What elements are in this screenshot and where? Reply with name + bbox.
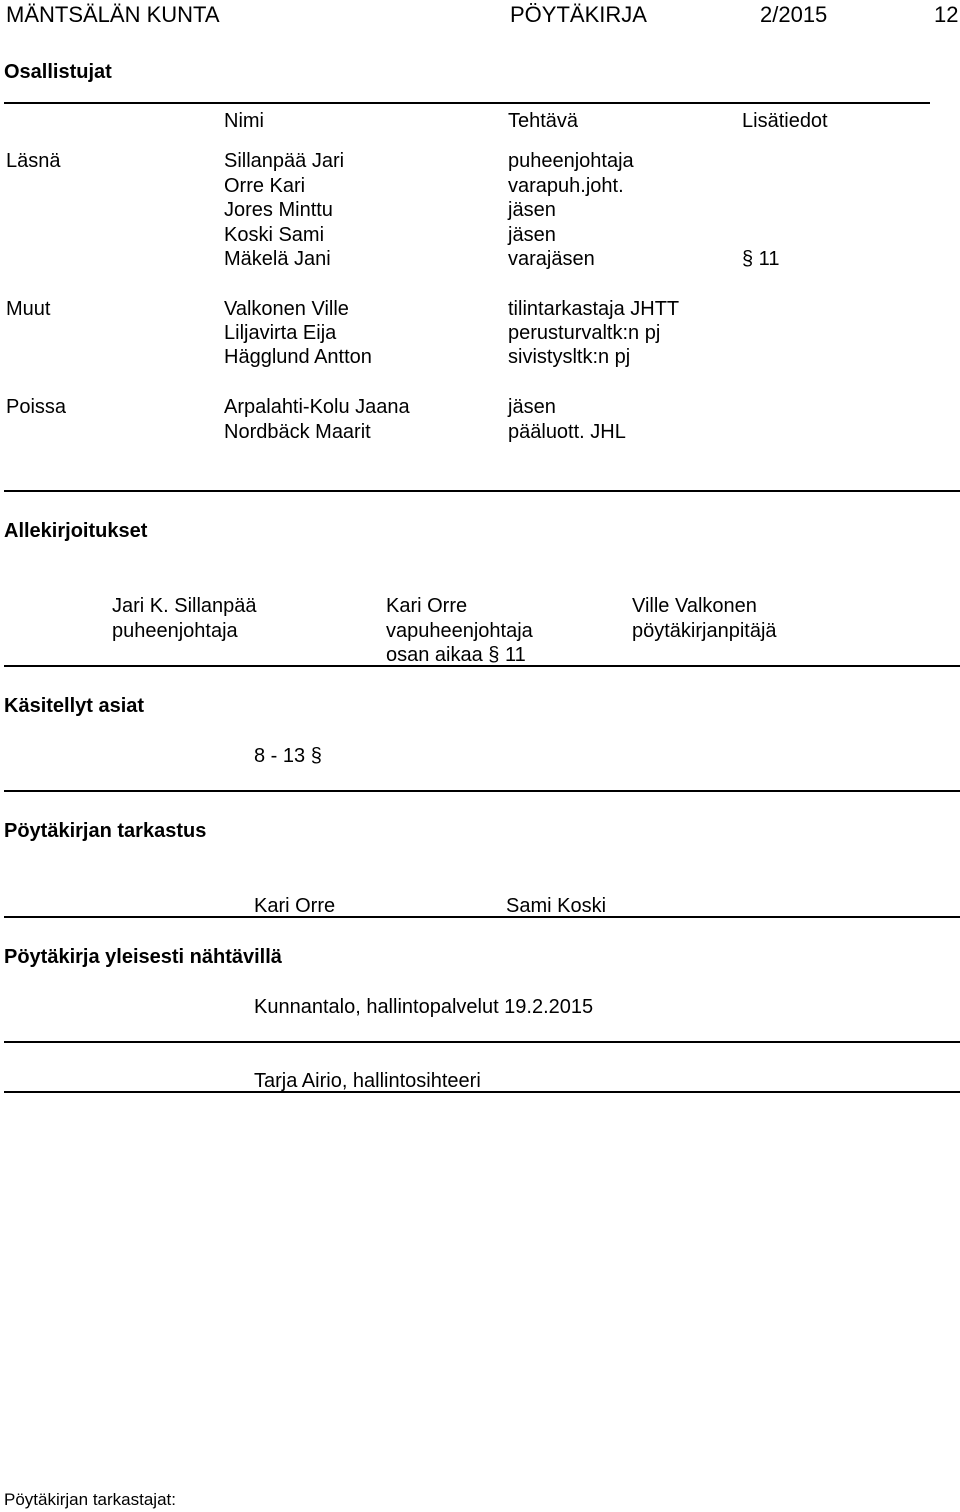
- column-header-role: Tehtävä: [508, 110, 579, 132]
- column-header-info: Lisätiedot: [742, 110, 828, 132]
- participant-name: Mäkelä Jani: [224, 248, 331, 270]
- absent-label: Poissa: [6, 396, 67, 418]
- participant-role: jäsen: [508, 396, 556, 418]
- participant-name: Liljavirta Eija: [224, 322, 337, 344]
- section-divider: [4, 665, 960, 667]
- section-divider: [4, 490, 960, 492]
- participant-name: Hägglund Antton: [224, 346, 372, 368]
- doc-number: 2/2015: [760, 2, 828, 27]
- org-name: MÄNTSÄLÄN KUNTA: [6, 2, 220, 27]
- section-divider: [4, 1041, 960, 1043]
- section-divider: [4, 916, 960, 918]
- signer-note: osan aikaa § 11: [386, 644, 526, 666]
- participant-role: perusturvaltk:n pj: [508, 322, 661, 344]
- participant-role: jäsen: [508, 199, 556, 221]
- participant-role: pääluott. JHL: [508, 421, 626, 443]
- participant-name: Arpalahti-Kolu Jaana: [224, 396, 410, 418]
- participant-role: varapuh.joht.: [508, 175, 624, 197]
- reviewer-name: Sami Koski: [506, 895, 607, 917]
- section-divider: [4, 1091, 960, 1093]
- section-divider: [4, 790, 960, 792]
- signer-name: Jari K. Sillanpää: [112, 595, 257, 617]
- handled-items: 8 - 13 §: [254, 745, 322, 767]
- signer-name: Kari Orre: [386, 595, 468, 617]
- handled-title: Käsitellyt asiat: [4, 695, 145, 717]
- column-header-name: Nimi: [224, 110, 264, 132]
- signer-name: Ville Valkonen: [632, 595, 757, 617]
- public-signer: Tarja Airio, hallintosihteeri: [254, 1070, 481, 1092]
- signer-role: vapuheenjohtaja: [386, 620, 533, 642]
- signer-role: puheenjohtaja: [112, 620, 238, 642]
- participant-role: jäsen: [508, 224, 556, 246]
- signatures-title: Allekirjoitukset: [4, 520, 148, 542]
- review-title: Pöytäkirjan tarkastus: [4, 820, 207, 842]
- section-divider: [4, 102, 930, 104]
- participant-name: Jores Minttu: [224, 199, 333, 221]
- participant-name: Orre Kari: [224, 175, 306, 197]
- others-label: Muut: [6, 298, 51, 320]
- public-location: Kunnantalo, hallintopalvelut 19.2.2015: [254, 996, 594, 1018]
- participant-role: varajäsen: [508, 248, 595, 270]
- signer-role: pöytäkirjanpitäjä: [632, 620, 777, 642]
- doc-type: PÖYTÄKIRJA: [510, 2, 647, 27]
- page-number: 12: [934, 2, 959, 27]
- participant-name: Nordbäck Maarit: [224, 421, 371, 443]
- participants-title: Osallistujat: [4, 61, 112, 83]
- participant-role: tilintarkastaja JHTT: [508, 298, 680, 320]
- participant-role: sivistysltk:n pj: [508, 346, 631, 368]
- participant-name: Valkonen Ville: [224, 298, 349, 320]
- present-label: Läsnä: [6, 150, 61, 172]
- participant-info: § 11: [742, 248, 780, 270]
- footer-label: Pöytäkirjan tarkastajat:: [4, 1490, 176, 1509]
- reviewer-name: Kari Orre: [254, 895, 336, 917]
- participant-name: Sillanpää Jari: [224, 150, 345, 172]
- participant-name: Koski Sami: [224, 224, 325, 246]
- participant-role: puheenjohtaja: [508, 150, 634, 172]
- public-title: Pöytäkirja yleisesti nähtävillä: [4, 946, 282, 968]
